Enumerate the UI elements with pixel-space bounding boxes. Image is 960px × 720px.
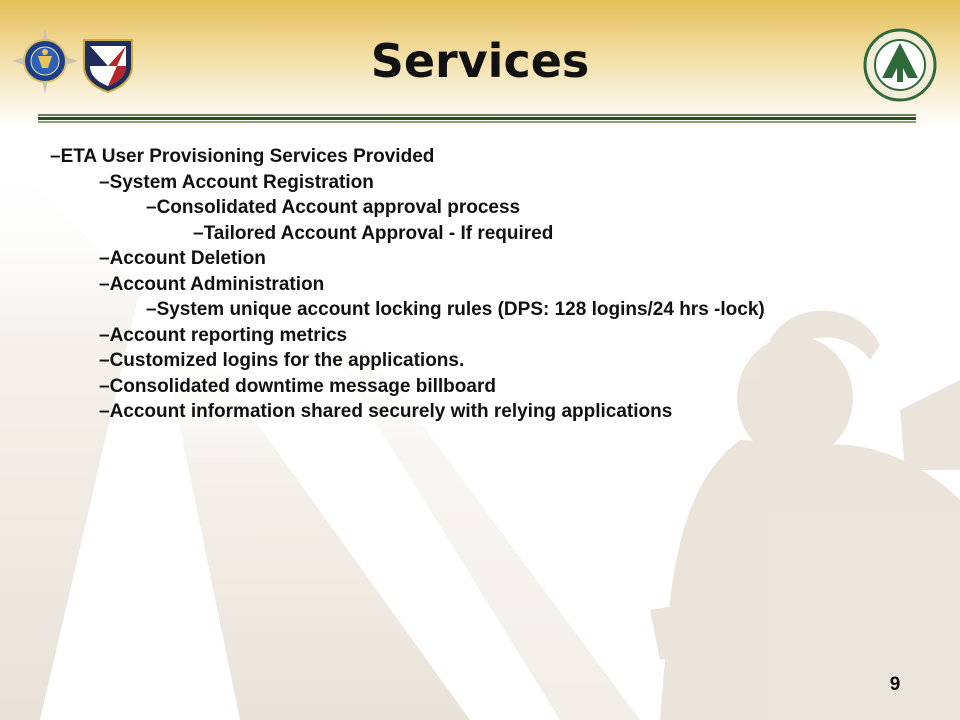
bullet-list [0,144,960,425]
header-divider-thin [38,114,916,116]
bullet-item: –Consolidated Account approval process [146,197,521,218]
slide-title: Services [370,34,590,88]
bullet-item: –ETA User Provisioning Services Provided [50,146,435,167]
bullet-item: –Consolidated downtime message billboard [99,375,496,397]
header-divider [38,117,916,120]
bullet-item: –Customized logins for the applications. [99,350,465,371]
sddc-seal-logo [863,28,937,102]
bullet-item: –Tailored Account Approval - If required [193,222,554,244]
bullet-item: –Account information shared securely with relying applications [99,401,673,422]
bullet-item: –System unique account locking rules (DPS: 128 logins/24 hrs -lock) [146,299,765,320]
bullet-item: –Account Deletion [99,248,266,269]
header-divider-thin [38,121,916,123]
bullet-item: –System Account Registration [99,171,374,193]
bullet-item: –Account reporting metrics [99,324,348,346]
page-number: 9 [889,674,901,695]
bullet-item: –Account Administration [99,273,325,295]
